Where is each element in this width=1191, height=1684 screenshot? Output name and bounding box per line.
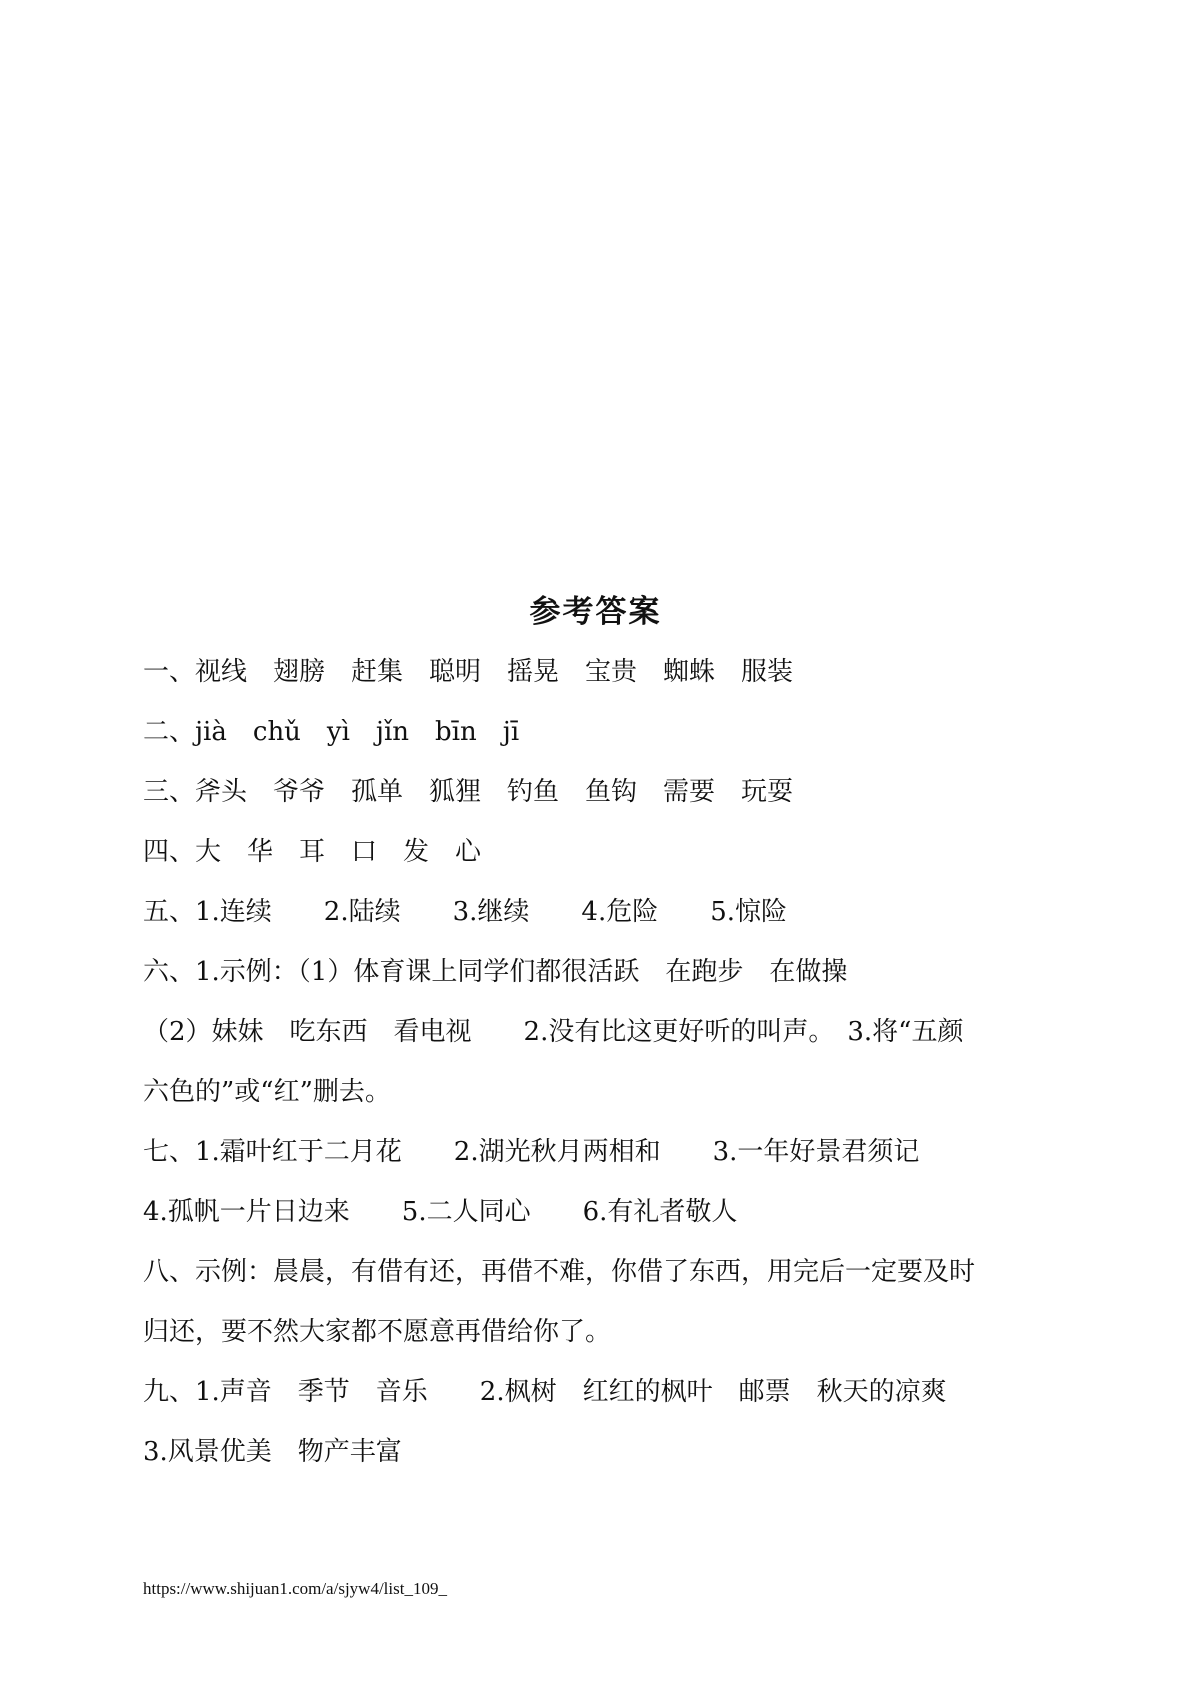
answer-line-11: 八、示例：晨晨，有借有还，再借不难，你借了东西，用完后一定要及时: [143, 1257, 976, 1287]
answer-line-1: 一、视线 翅膀 赶集 聪明 摇晃 宝贵 蜘蛛 服装: [143, 657, 794, 687]
answer-line-12: 归还，要不然大家都不愿意再借给你了。: [143, 1317, 612, 1347]
answer-line-2: 二、jià chǔ yì jǐn bīn jī: [143, 717, 520, 747]
answer-line-8: 六色的”或“红”删去。: [143, 1077, 391, 1107]
footer-url[interactable]: https://www.shijuan1.com/a/sjyw4/list_109_: [143, 1579, 447, 1598]
answer-line-3: 三、斧头 爷爷 孤单 狐狸 钓鱼 鱼钩 需要 玩耍: [143, 777, 794, 807]
answer-line-14: 3.风景优美 物产丰富: [143, 1437, 402, 1467]
answer-line-5: 五、1.连续 2.陆续 3.继续 4.危险 5.惊险: [143, 897, 788, 927]
answer-line-7: （2）妹妹 吃东西 看电视 2.没有比这更好听的叫声。 3.将“五颜: [143, 1017, 964, 1047]
answer-line-6: 六、1.示例：（1）体育课上同学们都很活跃 在跑步 在做操: [143, 957, 848, 987]
answer-line-9: 七、1.霜叶红于二月花 2.湖光秋月两相和 3.一年好景君须记: [143, 1137, 920, 1167]
answer-line-4: 四、大 华 耳 口 发 心: [143, 837, 482, 867]
page-title: 参考答案: [529, 594, 662, 630]
answer-line-13: 九、1.声音 季节 音乐 2.枫树 红红的枫叶 邮票 秋天的凉爽: [143, 1377, 947, 1407]
answer-line-10: 4.孤帆一片日边来 5.二人同心 6.有礼者敬人: [143, 1197, 738, 1227]
